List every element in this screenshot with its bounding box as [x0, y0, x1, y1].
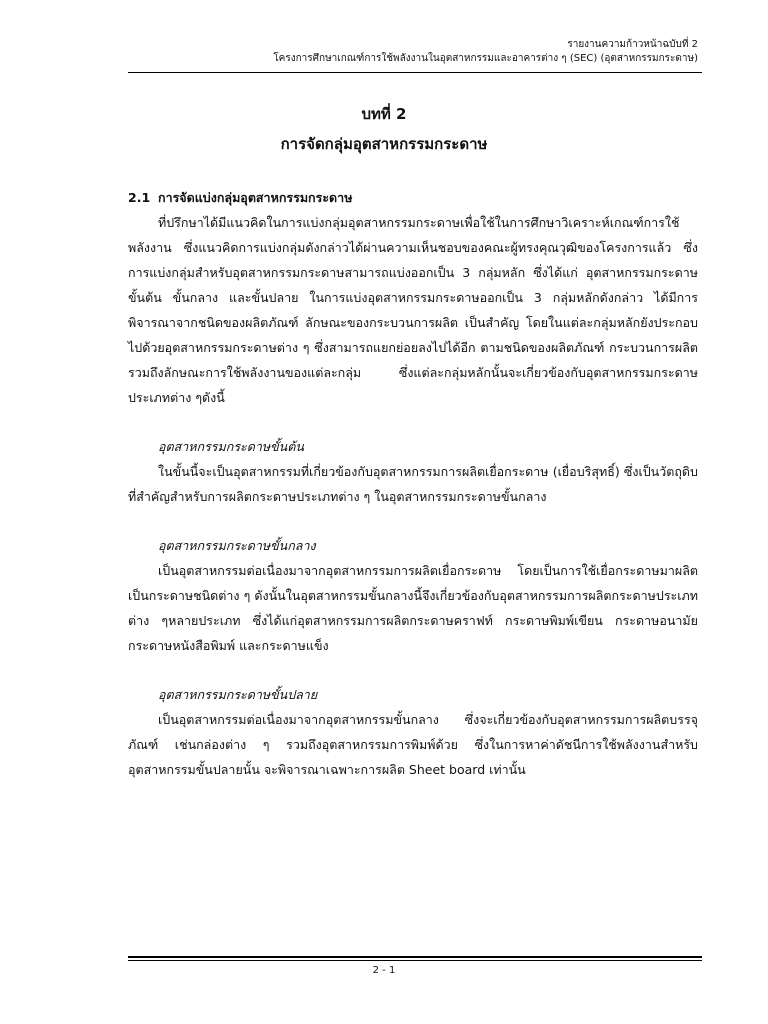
group-heading-final: อุตสาหกรรมกระดาษขั้นปลาย: [158, 687, 318, 702]
footer-divider-thick: [128, 956, 702, 958]
chapter-title: การจัดกลุ่มอุตสาหกรรมกระดาษ: [280, 135, 488, 153]
section-number: 2.1: [128, 190, 151, 205]
group-body-final: เป็นอุตสาหกรรมต่อเนื่องมาจากอุตสาหกรรมขั้นกลาง ซึ่งจะเกี่ยวข้องกับอุตสาหกรรมการผลิตบรรจุภัณฑ์ เช่นกล่องต่าง ๆ รวมถึงอุตสาหกรรมการพิมพ์ด้วย ซึ่งในการหาค่าดัชนีการใช้พลังงานสำหรับอุตสาหกรรมขั้นปลายนั้น จะพิจารณาเฉพาะการผลิต Sheet board เท่านั้น: [128, 712, 698, 777]
spacer: [128, 410, 698, 434]
page-number: 2 - 1: [372, 965, 396, 976]
section-title: การจัดแบ่งกลุ่มอุตสาหกรรมกระดาษ: [158, 190, 353, 205]
spacer: [128, 658, 698, 682]
footer-divider-thin: [128, 960, 702, 961]
section-heading: [128, 185, 698, 210]
group-body-primary: ในขั้นนี้จะเป็นอุตสาหกรรมที่เกี่ยวข้องกับอุตสาหกรรมการผลิตเยื่อกระดาษ (เยื่อบริสุทธิ์) ซึ่งเป็นวัตถุดิบที่สำคัญสำหรับการผลิตกระดาษประเภทต่าง ๆ ในอุตสาหกรรมกระดาษขั้นกลาง: [128, 464, 698, 504]
spacer: [128, 509, 698, 533]
report-title: รายงานความก้าวหน้าฉบับที่ 2: [567, 39, 698, 50]
group-heading-intermediate: อุตสาหกรรมกระดาษขั้นกลาง: [158, 538, 316, 553]
project-title: โครงการศึกษาเกณฑ์การใช้พลังงานในอุตสาหกรรมและอาคารต่าง ๆ (SEC) (อุตสาหกรรมกระดาษ): [273, 53, 698, 64]
group-heading-primary: อุตสาหกรรมกระดาษขั้นต้น: [158, 439, 304, 454]
running-header: [273, 38, 698, 66]
chapter-number: บทที่ 2: [361, 105, 407, 123]
group-body-intermediate: เป็นอุตสาหกรรมต่อเนื่องมาจากอุตสาหกรรมการผลิตเยื่อกระดาษ โดยเป็นการใช้เยื่อกระดาษมาผลิตเป็นกระดาษชนิดต่าง ๆ ดังนั้นในอุตสาหกรรมขั้นกลางนี้จึงเกี่ยวข้องกับอุตสาหกรรมการผลิตกระดาษประเภทต่าง ๆหลายประเภท ซึ่งได้แก่อุตสาหกรรมการผลิตกระดาษคราฟท์ กระดาษพิมพ์เขียน กระดาษอนามัย กระดาษหนังสือพิมพ์ และกระดาษแข็ง: [128, 563, 698, 653]
document-body: [128, 185, 698, 782]
header-divider: [128, 72, 702, 73]
section-intro-paragraph: ที่ปรึกษาได้มีแนวคิดในการแบ่งกลุ่มอุตสาหกรรมกระดาษเพื่อใช้ในการศึกษาวิเคราะห์เกณฑ์การใช้พลังงาน ซึ่งแนวคิดการแบ่งกลุ่มดังกล่าวได้ผ่านความเห็นชอบของคณะผู้ทรงคุณวุฒิของโครงการแล้ว ซึ่งการแบ่งกลุ่มสำหรับอุตสาหกรรมกระดาษสามารถแบ่งออกเป็น 3 กลุ่มหลัก ซึ่งได้แก่ อุตสาหกรรมกระดาษขั้นต้น ขั้นกลาง และขั้นปลาย ในการแบ่งอุตสาหกรรมกระดาษออกเป็น 3 กลุ่มหลักดังกล่าว ได้มีการพิจารณาจากชนิดของผลิตภัณฑ์ ลักษณะของกระบวนการผลิต เป็นสำคัญ โดยในแต่ละกลุ่มหลักยังประกอบไปด้วยอุตสาหกรรมกระดาษต่าง ๆ ซึ่งสามารถแยกย่อยลงไปได้อีก ตามชนิดของผลิตภัณฑ์ กระบวนการผลิต รวมถึงลักษณะการใช้พลังงานของแต่ละกลุ่ม ซึ่งแต่ละกลุ่มหลักนั้นจะเกี่ยวข้องกับอุตสาหกรรมกระดาษประเภทต่าง ๆดังนี้: [128, 215, 698, 405]
